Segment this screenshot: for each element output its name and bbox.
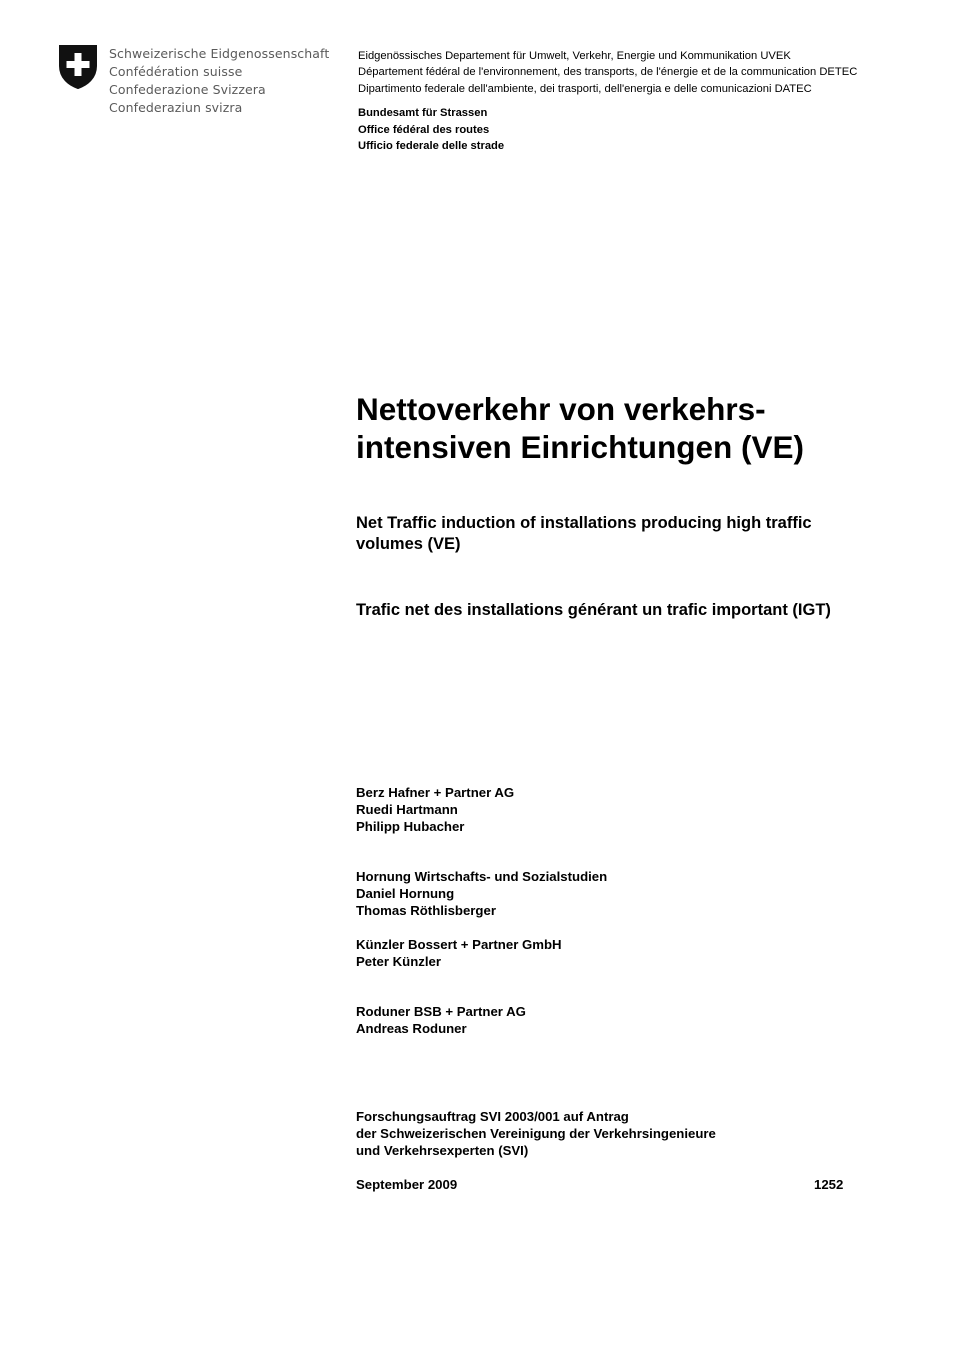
swiss-cross-shield-icon <box>58 44 98 90</box>
research-line: und Verkehrsexperten (SVI) <box>356 1142 529 1158</box>
author-person: Andreas Roduner <box>356 1020 467 1036</box>
author-group <box>356 937 562 971</box>
report-number: 1252 <box>814 1177 844 1192</box>
confederation-names <box>109 45 329 117</box>
department-line-de: Eidgenössisches Departement für Umwelt, Verkehr, Energie und Kommunikation UVEK <box>358 50 791 62</box>
author-group <box>356 869 607 919</box>
research-mandate <box>356 1109 716 1159</box>
confederation-name-it: Confederazione Svizzera <box>109 82 266 97</box>
author-person: Thomas Röthlisberger <box>356 902 496 918</box>
document-title: Nettoverkehr von verkehrs-intensiven Einrichtungen (VE) <box>356 391 805 465</box>
author-firm: Berz Hafner + Partner AG <box>356 785 515 800</box>
research-line: der Schweizerischen Vereinigung der Verkehrsingenieure <box>356 1125 716 1141</box>
office-line-fr: Office fédéral des routes <box>358 123 490 136</box>
author-firm: Hornung Wirtschafts- und Sozialstudien <box>356 869 608 884</box>
department-header <box>358 48 857 97</box>
department-line-fr: Département fédéral de l'environnement, des transports, de l'énergie et de la communication DETEC <box>358 66 858 79</box>
department-line-it: Dipartimento federale dell'ambiente, dei trasporti, dell'energia e delle comunicazioni DATEC <box>358 82 812 95</box>
confederation-name-de: Schweizerische Eidgenossenschaft <box>109 46 330 61</box>
author-group <box>356 785 514 835</box>
subtitle-french: Trafic net des installations générant un trafic important (IGT) <box>356 601 831 619</box>
confederation-name-rm: Confederaziun svizra <box>109 100 243 115</box>
publication-date: September 2009 <box>356 1177 458 1192</box>
author-firm: Roduner BSB + Partner AG <box>356 1004 526 1019</box>
author-firm: Künzler Bossert + Partner GmbH <box>356 937 562 952</box>
author-person: Peter Künzler <box>356 953 442 969</box>
author-group <box>356 1004 526 1038</box>
office-line-de: Bundesamt für Strassen <box>358 107 488 119</box>
author-person: Philipp Hubacher <box>356 818 465 834</box>
author-person: Daniel Hornung <box>356 885 455 901</box>
office-header <box>358 105 504 155</box>
confederation-logo <box>58 44 328 124</box>
research-line: Forschungsauftrag SVI 2003/001 auf Antrag <box>356 1109 629 1124</box>
author-person: Ruedi Hartmann <box>356 801 458 817</box>
office-line-it: Ufficio federale delle strade <box>358 140 505 152</box>
confederation-name-fr: Confédération suisse <box>109 64 243 79</box>
subtitle-english: Net Traffic induction of installations producing high traffic volumes (VE) <box>356 514 812 553</box>
